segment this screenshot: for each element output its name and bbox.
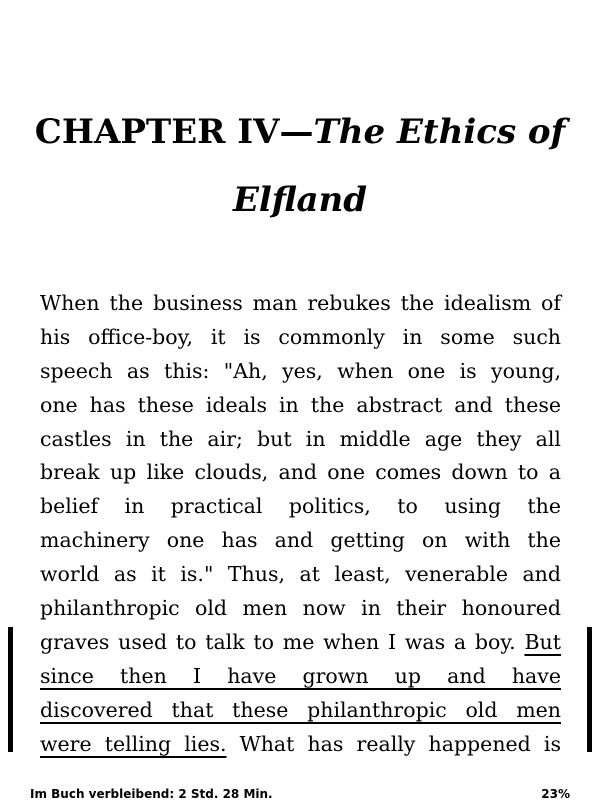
highlight-marker-right <box>587 627 592 752</box>
chapter-label: CHAPTER IV— <box>34 112 314 152</box>
text-line: break up like clouds, and one comes down to a <box>40 460 561 485</box>
chapter-body-text <box>40 287 561 761</box>
text-line-with-highlight-end <box>40 728 561 762</box>
text-line: When the business man rebukes the idealism of <box>40 291 561 315</box>
highlighted-text[interactable]: discovered that these philanthropic old men <box>40 697 561 722</box>
text-line: philanthropic old men now in their honoured <box>40 596 561 621</box>
text-line-with-highlight-start <box>40 626 561 660</box>
text-line: his office-boy, it is commonly in some such <box>40 324 561 349</box>
highlighted-text[interactable]: since then I have grown up and have <box>40 663 561 688</box>
highlighted-line <box>40 694 561 728</box>
chapter-subtitle: The Ethics of <box>313 112 566 152</box>
highlighted-line <box>40 660 561 694</box>
chapter-title <box>30 98 570 234</box>
text-line: belief in practical politics, to using the <box>40 494 561 519</box>
text-line: speech as this: "Ah, yes, when one is young, <box>40 358 561 383</box>
chapter-subtitle-continued: Elfland <box>232 180 368 220</box>
progress-percent: 23% <box>541 787 570 801</box>
text-line: castles in the air; but in middle age they all <box>40 426 561 451</box>
text-fragment: What has really happened is <box>239 731 561 756</box>
text-line: machinery one has and getting on with the <box>40 528 561 553</box>
time-remaining: Im Buch verbleibend: 2 Std. 28 Min. <box>30 787 273 801</box>
text-fragment: graves used to talk to me when I was a boy. <box>40 629 516 654</box>
text-line: world as it is." Thus, at least, venerable and <box>40 562 561 587</box>
highlighted-text[interactable]: were telling lies. <box>40 731 227 756</box>
highlight-marker-left <box>8 627 13 752</box>
highlighted-text[interactable]: But <box>524 629 561 654</box>
text-line: one has these ideals in the abstract and these <box>40 392 561 417</box>
